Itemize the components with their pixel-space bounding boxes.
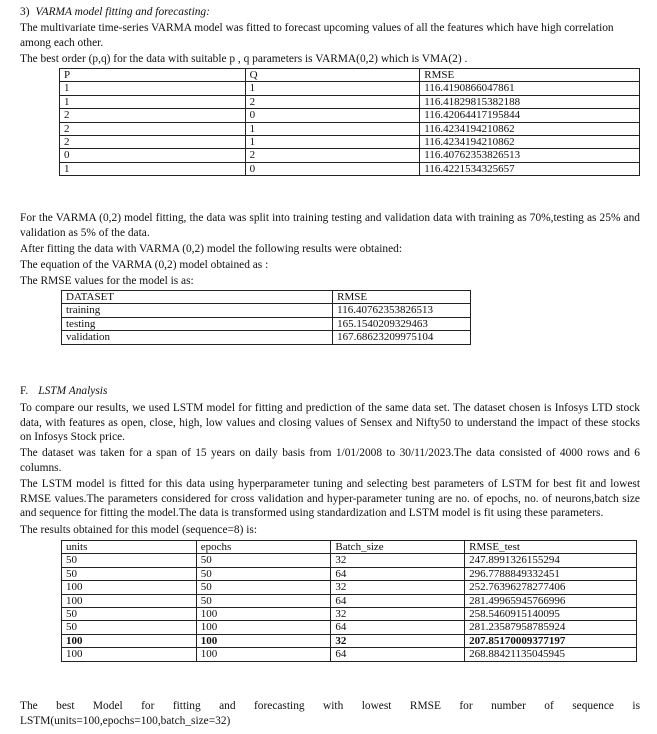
varma-order-table-body [60,82,640,176]
table-cell: 32 [331,634,465,647]
table-cell: 100 [196,608,331,621]
table-cell: 0 [245,162,420,175]
table-cell: 116.4234194210862 [420,122,640,135]
table-cell: 2 [60,122,246,135]
varma-heading-number: 3) [20,6,30,18]
varma-paragraph-6: The RMSE values for the model is as: [20,275,194,287]
table-row [62,648,637,661]
table-cell: 64 [331,594,465,607]
table-row [60,149,640,162]
table-cell: 116.40762353826513 [420,149,640,162]
table-cell: 167.68623209975104 [333,331,471,344]
table-cell: 50 [62,554,197,567]
table-cell: 116.4190866047861 [420,82,640,95]
table-header-row [62,541,637,554]
table-cell: 2 [60,109,246,122]
lstm-conclusion-line-2: LSTM(units=100,epochs=100,batch_size=32) [20,714,231,727]
column-header-rmse: RMSE [333,291,471,304]
table-cell: 1 [60,82,246,95]
table-row [62,581,637,594]
column-header-batch-size: Batch_size [331,541,465,554]
column-header-epochs: epochs [196,541,331,554]
varma-order-table [59,68,640,176]
table-cell: 1 [245,136,420,149]
table-cell: 116.4221534325657 [420,162,640,175]
table-row [60,122,640,135]
lstm-results-table [61,540,637,662]
table-row [60,95,640,108]
table-row [62,567,637,580]
table-row [62,331,471,344]
table-cell: 258.5460915140095 [465,608,637,621]
table-cell: 116.40762353826513 [333,304,471,317]
table-cell: 281.49965945766996 [465,594,637,607]
table-header-row [62,291,471,304]
column-header-units: units [62,541,197,554]
table-cell: 64 [331,648,465,661]
table-cell: 32 [331,554,465,567]
table-cell: 100 [196,648,331,661]
table-cell: 247.8991326155294 [465,554,637,567]
table-cell: 64 [331,567,465,580]
table-row [62,594,637,607]
table-cell: 100 [196,634,331,647]
table-cell: 268.88421135045945 [465,648,637,661]
table-cell: 0 [245,109,420,122]
column-header-p: P [60,69,246,82]
table-cell: 100 [196,621,331,634]
varma-paragraph-3: For the VARMA (0,2) model fitting, the data was split into training testing and validation data with training as 70%,testing as 25% and validation as 5% of the data. [20,212,640,239]
table-cell: 1 [60,95,246,108]
table-cell: 50 [196,581,331,594]
table-cell: testing [62,317,333,330]
column-header-q: Q [245,69,420,82]
table-row [62,317,471,330]
table-cell: 281.23587958785924 [465,621,637,634]
table-cell: 32 [331,608,465,621]
table-cell: 32 [331,581,465,594]
column-header-rmse: RMSE [420,69,640,82]
table-cell: 1 [245,82,420,95]
table-header-row [60,69,640,82]
varma-heading-text: VARMA model fitting and forecasting: [35,6,210,18]
column-header-dataset: DATASET [62,291,333,304]
varma-paragraph-2: The best order (p,q) for the data with suitable p , q parameters is VARMA(0,2) which is VMA(2) . [20,53,468,65]
varma-paragraph-1: The multivariate time-series VARMA model was fitted to forecast upcoming values of all the features which have high correlation among each other. [20,22,614,49]
table-cell: 165.1540209329463 [333,317,471,330]
lstm-conclusion-line-1: The best Model for fitting and forecasting with lowest RMSE for number of sequence is [20,700,640,712]
table-cell: 50 [62,567,197,580]
table-row [62,608,637,621]
table-row [62,621,637,634]
table-cell: validation [62,331,333,344]
lstm-paragraph-1: To compare our results, we used LSTM model for fitting and prediction of the same data set. The dataset chosen is Infosys LTD stock data, with features as open, close, high, low values and closing values of Sensex and Nifty50 to understand the impact of these stocks on Infosys Stock price. [20,402,640,444]
table-cell: 116.42064417195844 [420,109,640,122]
lstm-paragraph-4: The results obtained for this model (sequence=8) is: [20,524,258,536]
table-cell: 2 [245,149,420,162]
varma-heading [20,5,640,20]
lstm-paragraph-3: The LSTM model is fitted for this data using hyperparameter tuning and selecting best parameters of LSTM for best fit and lowest RMSE values.The parameters considered for cross validation and hyper-parameter tuning are no. of epochs, no. of neurons,batch size and sequence for fitting the model.The data is transformed using standardization and LSTM model is fit using these parameters. [20,478,640,520]
table-row [60,82,640,95]
table-row [62,634,637,647]
table-cell: 100 [62,648,197,661]
table-row [60,162,640,175]
table-row [60,136,640,149]
table-cell: 50 [62,608,197,621]
table-cell: 50 [196,554,331,567]
table-cell: 100 [62,594,197,607]
table-row [62,554,637,567]
table-cell: 116.41829815382188 [420,95,640,108]
table-cell: 50 [196,567,331,580]
table-cell: 0 [60,149,246,162]
table-row [60,109,640,122]
column-header-rmse-test: RMSE_test [465,541,637,554]
lstm-heading [20,384,640,399]
table-cell: 296.7788849332451 [465,567,637,580]
table-cell: 50 [62,621,197,634]
table-cell: 252.76396278277406 [465,581,637,594]
varma-rmse-table [61,290,471,345]
table-cell: 2 [245,95,420,108]
lstm-heading-number: F. [20,385,29,397]
table-cell: 100 [62,581,197,594]
table-row [62,304,471,317]
table-cell: 100 [62,634,197,647]
lstm-conclusion [20,699,640,728]
table-cell: 2 [60,136,246,149]
table-cell: 64 [331,621,465,634]
lstm-results-table-body [62,554,637,661]
table-cell: 1 [245,122,420,135]
varma-paragraph-5: The equation of the VARMA (0,2) model obtained as : [20,259,269,271]
lstm-heading-text: LSTM Analysis [38,385,108,397]
table-cell: 207.85170009377197 [465,634,637,647]
lstm-paragraph-2: The dataset was taken for a span of 15 years on daily basis from 1/01/2008 to 30/11/2023.The data consisted of 4000 rows and 6 columns. [20,447,640,474]
varma-rmse-table-body [62,304,471,344]
table-cell: 50 [196,594,331,607]
table-cell: 1 [60,162,246,175]
varma-paragraph-4: After fitting the data with VARMA (0,2) model the following results were obtained: [20,243,403,255]
table-cell: training [62,304,333,317]
table-cell: 116.4234194210862 [420,136,640,149]
